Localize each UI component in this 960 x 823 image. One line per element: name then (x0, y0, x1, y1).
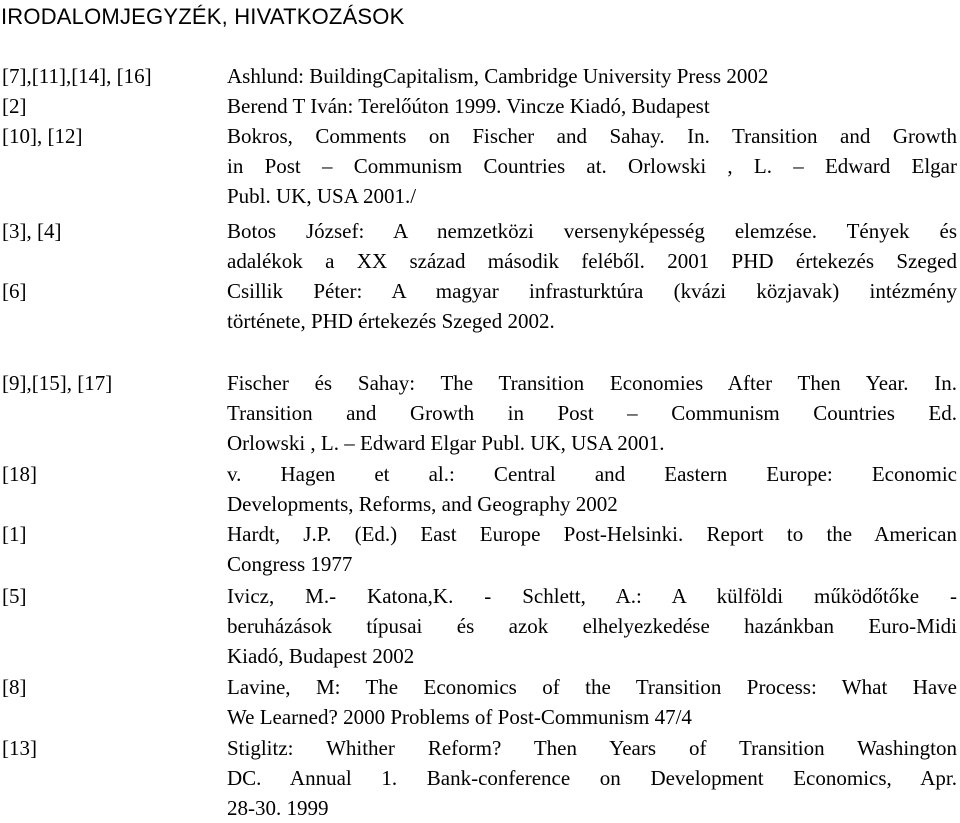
reference-keys: [9],[15], [17] (2, 371, 113, 395)
reference-text-line: Berend T Iván: Terelőúton 1999. Vincze Kiadó, Budapest (227, 94, 710, 118)
reference-text-line: adalékok a XX század második feléből. 2001 PHD értekezés Szeged (227, 249, 957, 273)
reference-text-line: beruházások típusai és azok elhelyezkedése hazánkban Euro-Midi (227, 614, 957, 638)
reference-text-line: We Learned? 2000 Problems of Post-Communism 47/4 (227, 705, 692, 729)
reference-text-line: Congress 1977 (227, 552, 353, 576)
reference-text-line: Orlowski , L. – Edward Elgar Publ. UK, USA 2001. (227, 431, 665, 455)
reference-text-line: DC. Annual 1. Bank-conference on Development Economics, Apr. (227, 766, 957, 790)
reference-text-line: Developments, Reforms, and Geography 2002 (227, 492, 618, 516)
reference-keys: [7],[11],[14], [16] (2, 64, 152, 88)
reference-keys: [2] (2, 94, 27, 118)
reference-text-line: Ivicz, M.- Katona,K. - Schlett, A.: A külföldi működőtőke - (227, 584, 957, 608)
reference-text-line: v. Hagen et al.: Central and Eastern Europe: Economic (227, 462, 957, 486)
reference-text-line: in Post – Communism Countries at. Orlowski , L. – Edward Elgar (227, 154, 957, 178)
reference-keys: [8] (2, 675, 27, 699)
reference-keys: [1] (2, 522, 27, 546)
reference-keys: [5] (2, 584, 27, 608)
reference-text-line: Publ. UK, USA 2001./ (227, 184, 417, 208)
reference-text-line: Stiglitz: Whither Reform? Then Years of Transition Washington (227, 736, 957, 760)
reference-text-line: Bokros, Comments on Fischer and Sahay. In. Transition and Growth (227, 124, 957, 148)
reference-text-line: Lavine, M: The Economics of the Transition Process: What Have (227, 675, 957, 699)
reference-keys: [18] (2, 462, 37, 486)
reference-text-line: Hardt, J.P. (Ed.) East Europe Post-Helsinki. Report to the American (227, 522, 957, 546)
page-title: IRODALOMJEGYZÉK, HIVATKOZÁSOK (1, 4, 405, 29)
reference-keys: [3], [4] (2, 219, 62, 243)
reference-text-line: Ashlund: BuildingCapitalism, Cambridge University Press 2002 (227, 64, 769, 88)
reference-keys: [13] (2, 736, 37, 760)
reference-text-line: története, PHD értekezés Szeged 2002. (227, 309, 555, 333)
reference-keys: [6] (2, 279, 27, 303)
reference-text-line: Transition and Growth in Post – Communism Countries Ed. (227, 401, 957, 425)
reference-text-line: Kiadó, Budapest 2002 (227, 644, 415, 668)
reference-text-line: 28-30. 1999 (227, 796, 329, 820)
reference-text-line: Fischer és Sahay: The Transition Economies After Then Year. In. (227, 371, 957, 395)
reference-keys: [10], [12] (2, 124, 83, 148)
reference-text-line: Botos József: A nemzetközi versenyképesség elemzése. Tények és (227, 219, 957, 243)
reference-text-line: Csillik Péter: A magyar infrasturktúra (kvázi közjavak) intézmény (227, 279, 957, 303)
